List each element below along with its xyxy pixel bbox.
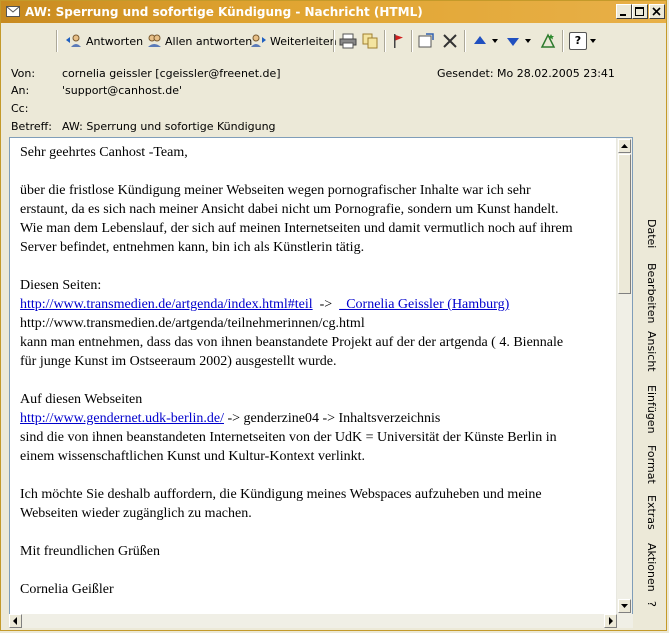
delete-button[interactable] [441, 31, 459, 51]
message-text [20, 143, 620, 599]
subject-field[interactable]: AW: Sperrung und sofortige Kündigung [62, 120, 276, 133]
cornelia-link[interactable]: _Cornelia Geissler (Hamburg) [339, 297, 510, 312]
link-tail: -> genderzine04 -> Inhaltsverzeichnis [223, 411, 441, 426]
paragraph-line: über die fristlose Kündigung meiner Webseiten wegen pornografischer Inhalte war ich sehr [20, 183, 531, 198]
signature: Cornelia Geißler [20, 582, 114, 597]
toolbar-separator [384, 30, 386, 52]
to-label: An: [11, 84, 30, 97]
right-arrow-icon [605, 615, 616, 627]
reply-all-label: Allen antworten [165, 34, 253, 48]
paragraph-line: erstaunt, da es sich nach meiner Ansicht dabei nicht um Pornografie, sondern um Kunst handelt. [20, 202, 559, 217]
paragraph-line: einem wissenschaftlichen Kunst und Kultur-Kontext verlinkt. [20, 449, 365, 464]
link-line [20, 295, 620, 314]
sent-field [437, 67, 615, 80]
message-header [1, 61, 621, 135]
up-arrow-icon [619, 140, 630, 152]
menu-item-datei[interactable]: Datei [645, 219, 658, 249]
message-body[interactable] [9, 137, 633, 615]
from-field[interactable]: cornelia geissler [cgeissler@freenet.de] [62, 67, 281, 80]
delete-icon [441, 33, 459, 49]
scroll-thumb[interactable] [618, 154, 631, 294]
vertical-scrollbar[interactable] [616, 138, 632, 614]
forward-icon [249, 33, 267, 49]
plain-url: http://www.transmedien.de/artgenda/teilnehmerinnen/cg.html [20, 316, 365, 331]
sent-label: Gesendet: [437, 67, 494, 80]
window-title: AW: Sperrung und sofortige Kündigung - Nachricht (HTML) [25, 5, 423, 19]
scroll-up-button[interactable] [618, 139, 631, 153]
move-to-folder-icon [417, 33, 435, 49]
title-bar[interactable] [1, 1, 666, 23]
flag-button[interactable] [389, 31, 407, 51]
menu-item-help[interactable]: ? [645, 601, 658, 607]
paragraph-line: Ich möchte Sie deshalb auffordern, die Kündigung meines Webspaces aufzuheben und meine [20, 487, 542, 502]
next-item-button[interactable] [504, 31, 531, 51]
link-line [20, 409, 620, 428]
close-button[interactable] [649, 4, 665, 19]
flag-icon [389, 33, 407, 49]
minimize-button[interactable] [616, 4, 632, 19]
gendernet-link[interactable]: http://www.gendernet.udk-berlin.de/ [20, 411, 224, 426]
menu-item-ansicht[interactable]: Ansicht [645, 331, 658, 372]
toolbar [1, 24, 666, 58]
left-arrow-icon [10, 615, 21, 627]
address-book-button[interactable] [539, 31, 557, 51]
maximize-button[interactable] [632, 4, 648, 19]
toolbar-grip [56, 30, 58, 52]
side-menu-bar [639, 201, 667, 621]
toolbar-separator [411, 30, 413, 52]
forward-label: Weiterleiten [270, 34, 337, 48]
down-arrow-icon [504, 33, 522, 49]
menu-item-format[interactable]: Format [645, 445, 658, 484]
paragraph-line: für junge Kunst im Ostseeraum 2002) ausgestellt wurde. [20, 354, 337, 369]
sent-value: Mo 28.02.2005 23:41 [497, 67, 615, 80]
scroll-down-button[interactable] [618, 599, 631, 613]
paragraph-line: Webseiten wieder zugänglich zu machen. [20, 506, 252, 521]
scroll-right-button[interactable] [604, 614, 617, 628]
arrow-text: -> [312, 297, 340, 312]
chevron-down-icon [590, 38, 596, 44]
forward-button[interactable] [249, 31, 337, 51]
copy-icon [361, 33, 379, 49]
menu-item-aktionen[interactable]: Aktionen [645, 543, 658, 592]
menu-item-bearbeiten[interactable]: Bearbeiten [645, 263, 658, 324]
chevron-down-icon [492, 38, 498, 44]
minimize-icon [619, 7, 629, 17]
print-icon [339, 33, 357, 49]
reply-all-icon [144, 33, 162, 49]
reply-label: Antworten [86, 34, 144, 48]
reply-icon [65, 33, 83, 49]
envelope-icon [6, 5, 20, 18]
closing: Mit freundlichen Grüßen [20, 544, 160, 559]
artgenda-link[interactable]: http://www.transmedien.de/artgenda/index.html#teil [20, 297, 313, 312]
help-icon: ? [569, 32, 587, 50]
up-arrow-icon [471, 33, 489, 49]
paragraph-line: kann man entnehmen, dass das von ihnen beanstandete Projekt auf der der artgenda ( 4. Biennale [20, 335, 564, 350]
reply-button[interactable] [65, 31, 143, 51]
copy-button[interactable] [361, 31, 379, 51]
sites-heading: Auf diesen Webseiten [20, 392, 143, 407]
address-book-icon [539, 33, 557, 49]
reply-all-button[interactable] [144, 31, 252, 51]
toolbar-separator [562, 30, 564, 52]
down-arrow-icon [619, 600, 630, 612]
toolbar-separator [464, 30, 466, 52]
greeting: Sehr geehrtes Canhost -Team, [20, 145, 188, 160]
from-label: Von: [11, 67, 36, 80]
chevron-down-icon [525, 38, 531, 44]
paragraph-line: sind die von ihnen beanstandeten Internetseiten von der UdK = Universität der Künste Berlin in [20, 430, 557, 445]
pages-heading: Diesen Seiten: [20, 278, 102, 293]
horizontal-scrollbar[interactable] [9, 614, 633, 628]
move-to-folder-button[interactable] [417, 31, 435, 51]
toolbar-separator [333, 30, 335, 52]
maximize-icon [635, 7, 645, 17]
close-icon [652, 7, 662, 17]
subject-label: Betreff: [11, 120, 52, 133]
to-field[interactable]: 'support@canhost.de' [62, 84, 183, 97]
menu-item-extras[interactable]: Extras [645, 495, 658, 530]
print-button[interactable] [339, 31, 357, 51]
scroll-left-button[interactable] [9, 614, 22, 628]
paragraph-line: Wie man dem Lebenslauf, der sich auf meinen Internetseiten und damit vermutlich noch auf ihrem [20, 221, 573, 236]
cc-label: Cc: [11, 102, 29, 115]
menu-item-einfuegen[interactable]: Einfügen [645, 385, 658, 434]
previous-item-button[interactable] [471, 31, 498, 51]
paragraph-line: Server befindet, entnehmen kann, bin ich als Künstlerin tätig. [20, 240, 365, 255]
help-button[interactable] [569, 31, 596, 51]
